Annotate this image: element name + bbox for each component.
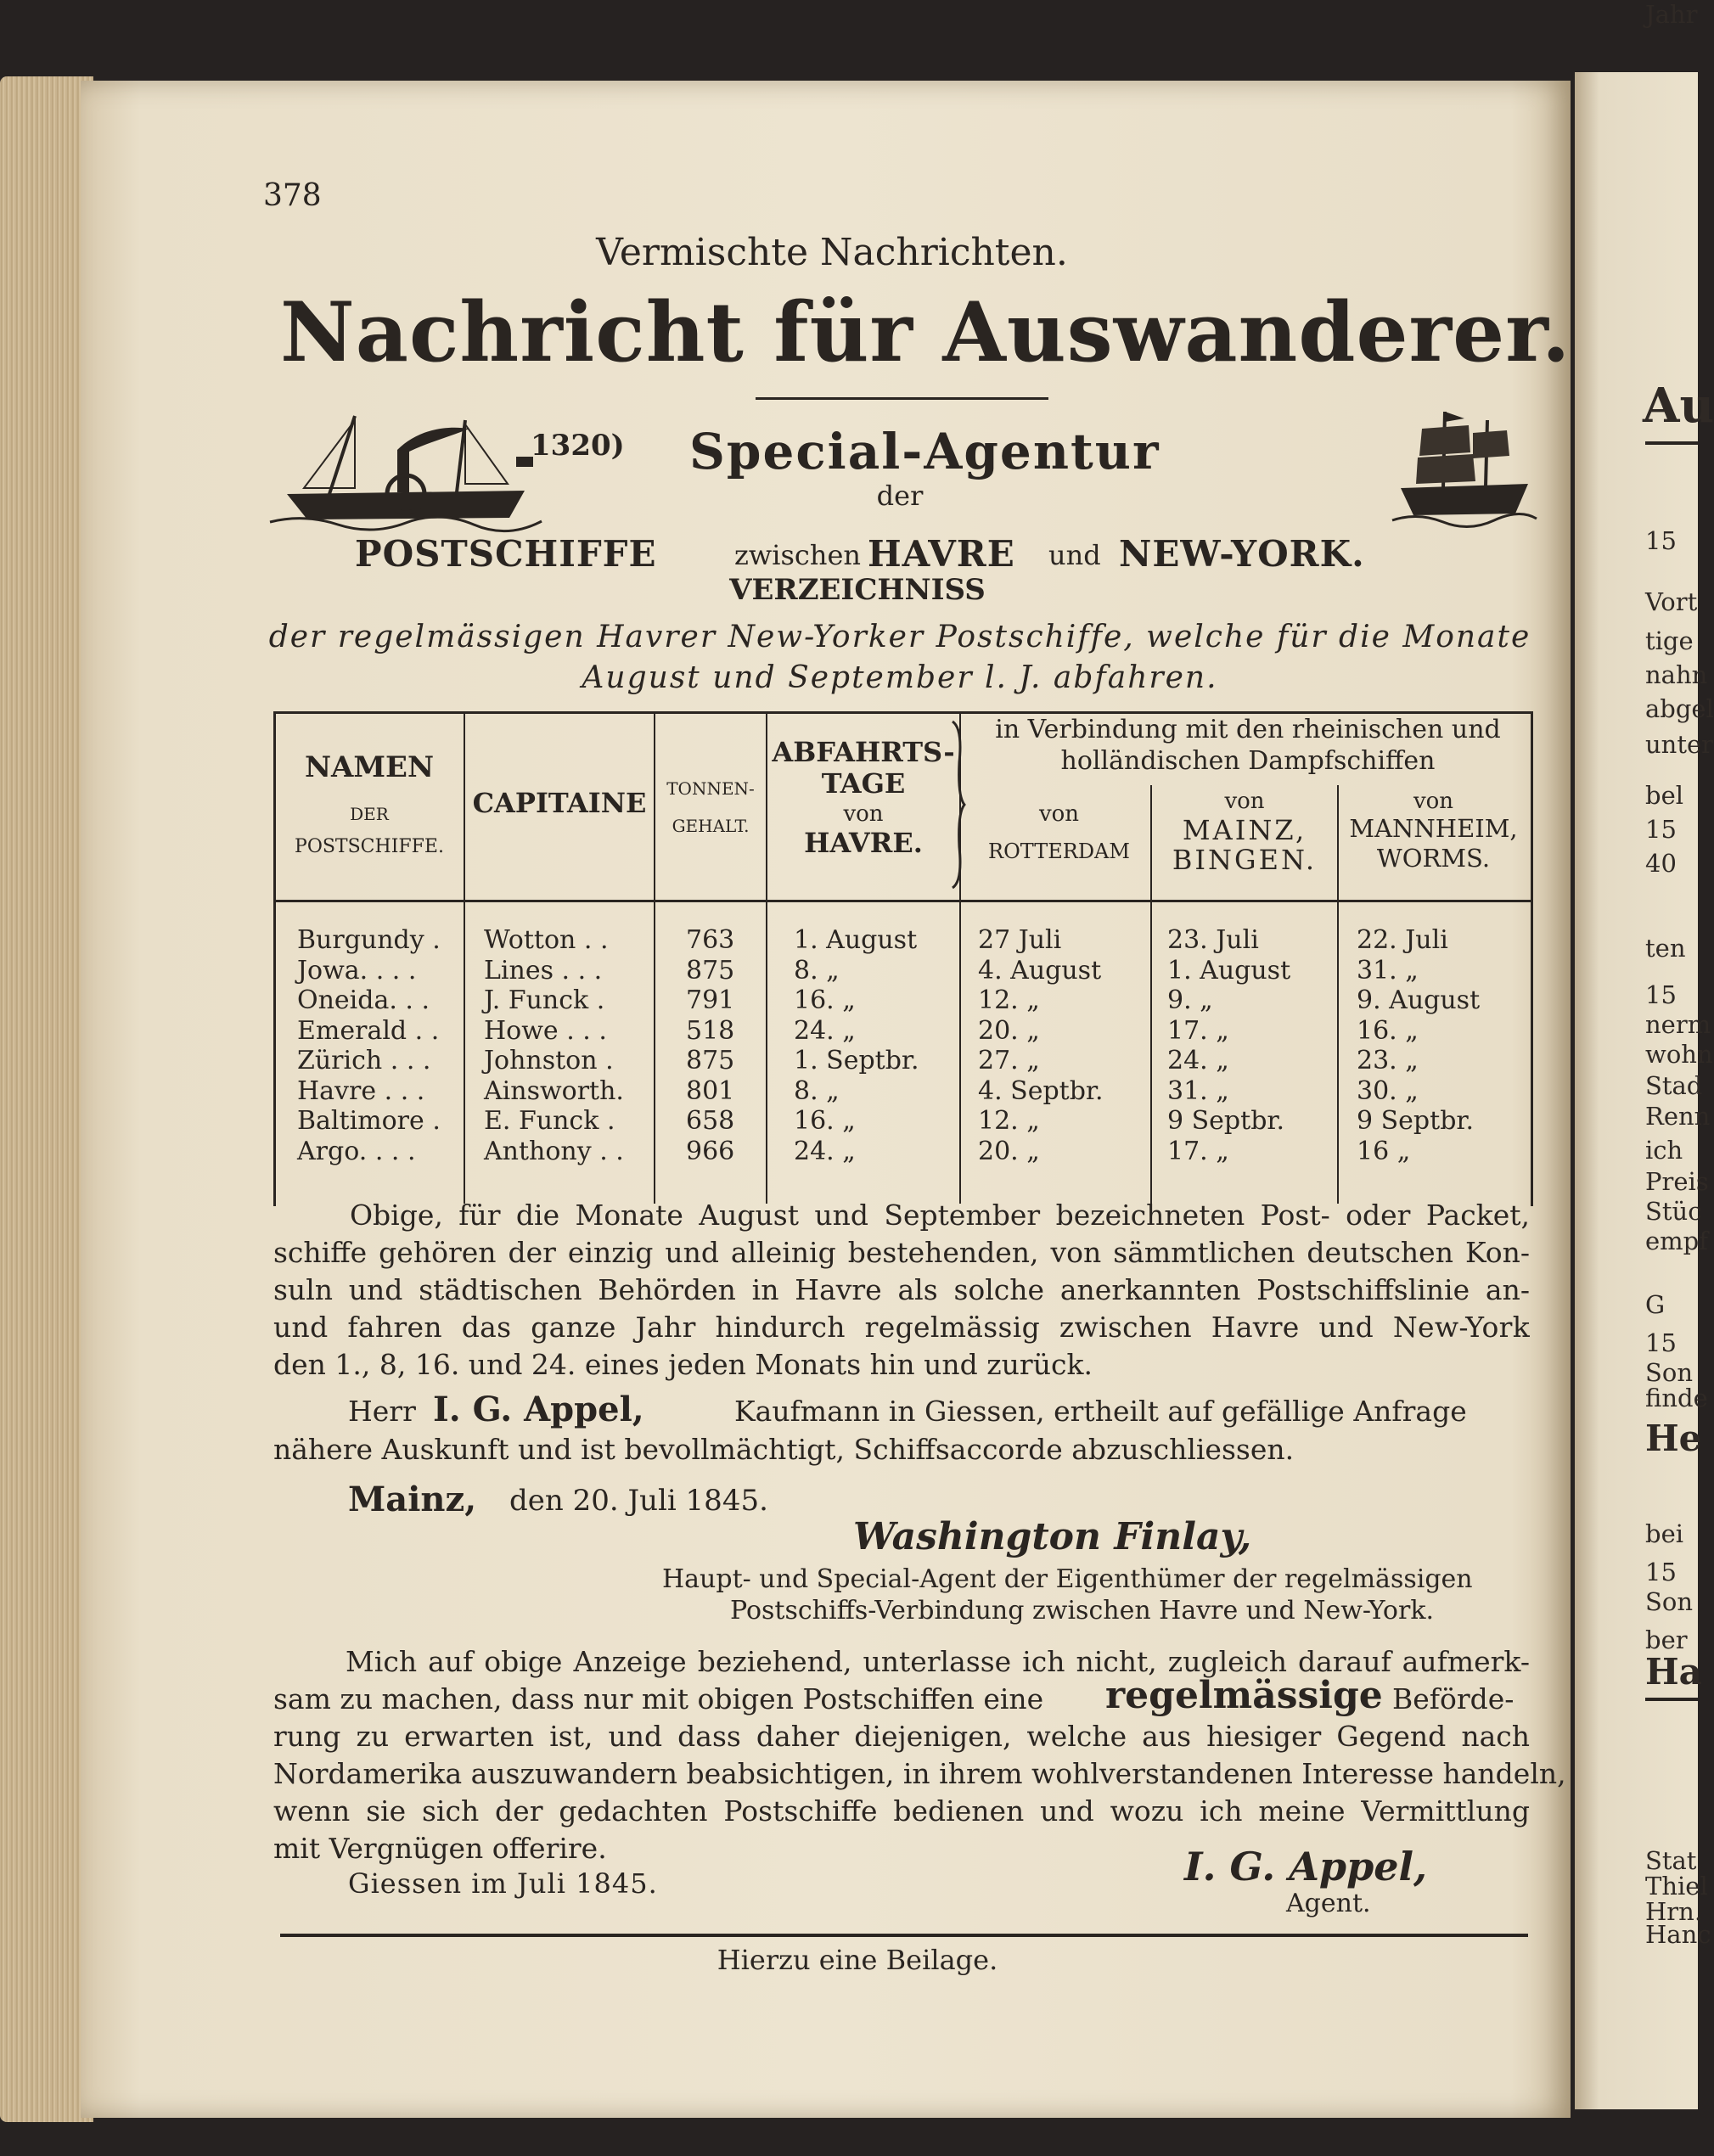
para1-line: Obige, für die Monate August und September bezeichneten Post- oder Packet, (350, 1199, 1530, 1232)
cell-mannheim: 9. August (1357, 985, 1481, 1015)
header-rotterdam-2: ROTTERDAM (988, 839, 1130, 863)
next-page-rule (1645, 441, 1698, 445)
col-divider (464, 711, 465, 1204)
cell-havre: 16. „ (794, 1106, 856, 1136)
cell-mainz: 1. August (1167, 955, 1291, 985)
para3-line-2a: sam zu machen, dass nur mit obigen Postschiffen eine (273, 1682, 1044, 1715)
steamship-icon (270, 399, 542, 535)
header-tonnen-1: TONNEN- (666, 778, 755, 799)
herr-word: Herr (348, 1395, 416, 1428)
para3-line: mit Vergnügen offerire. (273, 1832, 607, 1865)
cell-rotterdam: 27. „ (978, 1046, 1040, 1075)
para3-line: rung zu erwarten ist, und dass daher diejenigen, welche aus hiesiger Gegend nach (273, 1720, 1530, 1753)
header-der: DER (350, 804, 389, 824)
regelmaessige-emphasis: regelmässige (1105, 1674, 1383, 1717)
cell-mannheim: 16. „ (1357, 1015, 1419, 1046)
cell-ship: Argo. . . . (297, 1136, 416, 1166)
cell-havre: 8. „ (794, 1075, 840, 1106)
cell-tons: 875 (686, 1046, 735, 1075)
cell-tons: 518 (686, 1015, 735, 1046)
cell-rotterdam: 12. „ (978, 985, 1040, 1015)
new-york-word: NEW-YORK. (1119, 533, 1365, 575)
para2-line-1: Kaufmann in Giessen, ertheilt auf gefällige Anfrage (734, 1395, 1467, 1428)
verzeichniss-heading: VERZEICHNISS (729, 573, 986, 607)
next-page-fragment: nahn (1645, 660, 1708, 689)
cell-mainz: 17. „ (1167, 1015, 1229, 1046)
next-page-fragment: 40 (1645, 849, 1677, 878)
next-page-fragment: 15 (1645, 980, 1677, 1009)
para2-line-2: nähere Auskunft und ist bevollmächtigt, Schiffsaccorde abzuschliessen. (273, 1433, 1295, 1466)
und-word: und (1048, 539, 1101, 571)
signature-finlay: Washington Finlay, (853, 1515, 1252, 1558)
next-page-fragment: Son (1645, 1358, 1694, 1387)
header-mainz-2: MAINZ, (1182, 814, 1307, 846)
cell-havre: 1. Septbr. (794, 1046, 919, 1075)
cell-captain: Howe . . . (484, 1015, 607, 1046)
cell-rotterdam: 12. „ (978, 1106, 1040, 1136)
next-page-fragment: 15 (1645, 526, 1677, 555)
para3-line: Mich auf obige Anzeige beziehend, unterlasse ich nicht, zugleich darauf aufmerk- (346, 1645, 1530, 1678)
footer-rule (280, 1934, 1528, 1937)
para1-line: schiffe gehören der einzig und alleinig bestehenden, von sämmtlichen deutschen Kon- (273, 1236, 1530, 1269)
next-page-fragment: Son (1645, 1587, 1694, 1616)
cell-mannheim: 22. Juli (1357, 925, 1448, 955)
next-page-fragment: Stüc (1645, 1197, 1702, 1226)
cell-mannheim: 9 Septbr. (1357, 1106, 1474, 1136)
next-page-fragment: unter (1645, 730, 1714, 759)
cell-tons: 791 (686, 985, 735, 1015)
cell-havre: 24. „ (794, 1136, 856, 1166)
next-page-fragment: ber (1645, 1625, 1688, 1654)
next-page-rule (1645, 1698, 1698, 1701)
header-verbindung-2: holländischen Dampfschiffen (1060, 746, 1436, 776)
subtitle-line-2: August und September l. J. abfahren. (582, 660, 1218, 695)
cell-mainz: 17. „ (1167, 1136, 1229, 1166)
next-page-fragment: Hanc (1645, 1920, 1711, 1949)
header-verbindung-1: in Verbindung mit den rheinischen und (995, 715, 1501, 744)
para3-line: Nordamerika auszuwandern beabsichtigen, in ihrem wohlverstandenen Interesse handeln, (273, 1757, 1566, 1790)
cell-havre: 1. August (794, 925, 918, 955)
cell-tons: 763 (686, 925, 735, 955)
next-page-fragment: Renn (1645, 1102, 1711, 1131)
next-page-fragment: 15 (1645, 1328, 1677, 1357)
next-page-fragment: abgel (1645, 694, 1714, 723)
cell-tons: 801 (686, 1075, 735, 1106)
next-page-fragment: bei (1645, 1519, 1684, 1548)
agency-title: Special-Agentur (689, 423, 1160, 480)
page-number: 378 (263, 178, 322, 213)
next-page-fragment: Thiel (1645, 1872, 1708, 1901)
title-rule (756, 397, 1048, 400)
dateline-date: den 20. Juli 1845. (509, 1484, 768, 1518)
cell-ship: Oneida. . . (297, 985, 430, 1015)
agency-der: der (876, 480, 924, 512)
header-rotterdam-1: von (1038, 801, 1080, 827)
cell-captain: Ainsworth. (484, 1075, 624, 1106)
main-title: Nachricht für Auswanderer. (280, 284, 1571, 380)
cell-rotterdam: 27 Juli (978, 925, 1062, 955)
next-page-fragment: 15 (1645, 815, 1677, 844)
header-capitaine: CAPITAINE (472, 787, 647, 819)
cell-captain: Wotton . . (484, 925, 609, 955)
cell-ship: Havre . . . (297, 1075, 425, 1106)
para3-line: wenn sie sich der gedachten Postschiffe bedienen und wozu ich meine Vermittlung (273, 1794, 1530, 1828)
next-page-fragment: Preis (1645, 1167, 1709, 1196)
cell-captain: Lines . . . (484, 955, 603, 985)
notice-number: 1320) (531, 429, 625, 463)
cell-ship: Emerald . . (297, 1015, 440, 1046)
header-mainz-3: BINGEN. (1172, 844, 1318, 876)
cell-mainz: 9 Septbr. (1167, 1106, 1284, 1136)
cell-mainz: 24. „ (1167, 1046, 1229, 1075)
finlay-title-1: Haupt- und Special-Agent der Eigenthümer der regelmässigen (662, 1564, 1473, 1594)
section-heading: Vermischte Nachrichten. (596, 231, 1068, 274)
cell-mainz: 9. „ (1167, 985, 1213, 1015)
next-page-fragment: Hrn. (1645, 1897, 1703, 1926)
cell-ship: Zürich . . . (297, 1046, 431, 1075)
cell-rotterdam: 20. „ (978, 1015, 1040, 1046)
cell-captain: Anthony . . (484, 1136, 624, 1166)
header-postschiffe: POSTSCHIFFE. (295, 836, 444, 857)
header-mainz-1: von (1224, 789, 1265, 814)
appel-name: I. G. Appel, (433, 1390, 644, 1429)
next-page-fragment: bel (1645, 781, 1684, 810)
book-page-edges (0, 76, 93, 2122)
header-tonnen-2: GEHALT. (672, 816, 750, 836)
cell-ship: Burgundy . (297, 925, 441, 955)
cell-captain: Johnston . (484, 1046, 614, 1075)
next-page-fragment: 15 (1645, 1558, 1677, 1586)
next-page-fragment: finde (1645, 1384, 1708, 1412)
header-abfahrts-3: von (843, 801, 884, 827)
brace-icon (949, 720, 968, 890)
cell-mannheim: 30. „ (1357, 1075, 1419, 1106)
next-page-fragment: Ha (1645, 1651, 1702, 1693)
next-page-fragment: Vort (1645, 587, 1698, 616)
header-namen: NAMEN (304, 750, 435, 784)
cell-mainz: 23. Juli (1167, 925, 1259, 955)
appel-title: Agent. (1286, 1889, 1371, 1918)
signature-appel: I. G. Appel, (1184, 1844, 1427, 1889)
zwischen-word: zwischen (734, 539, 861, 571)
header-abfahrts-4: HAVRE. (804, 827, 923, 859)
cell-mannheim: 23. „ (1357, 1046, 1419, 1075)
next-page-fragment: nerm (1645, 1010, 1711, 1039)
cell-havre: 8. „ (794, 955, 840, 985)
cell-tons: 658 (686, 1106, 735, 1136)
cell-ship: Baltimore . (297, 1106, 441, 1136)
footer-note: Hierzu eine Beilage. (717, 1944, 998, 1976)
para3-line-2c: Beförde- (1392, 1682, 1515, 1715)
cell-mainz: 31. „ (1167, 1075, 1229, 1106)
para1-line: suln und städtischen Behörden in Havre als solche anerkannten Postschiffslinie an- (273, 1273, 1530, 1306)
next-page-fragment: Stat (1645, 1846, 1697, 1875)
cell-tons: 966 (686, 1136, 735, 1166)
cell-mannheim: 31. „ (1357, 955, 1419, 985)
finlay-title-2: Postschiffs-Verbindung zwischen Havre und New-York. (730, 1596, 1435, 1625)
header-abfahrts-1: ABFAHRTS- (772, 736, 955, 768)
cell-rotterdam: 20. „ (978, 1136, 1040, 1166)
header-abfahrts-2: TAGE (821, 767, 906, 800)
next-page-fragment: wohn (1645, 1040, 1713, 1069)
para1-line: den 1., 8, 16. und 24. eines jeden Monats hin und zurück. (273, 1348, 1093, 1381)
next-page-fragment: Stad (1645, 1071, 1703, 1100)
cell-rotterdam: 4. August (978, 955, 1102, 985)
next-page-fragment: ich (1645, 1136, 1683, 1165)
next-page-fragment: tige (1645, 626, 1694, 655)
havre-word: HAVRE (868, 533, 1015, 575)
cell-havre: 16. „ (794, 985, 856, 1015)
cell-ship: Jowa. . . . (297, 955, 417, 985)
table-header-rule (273, 900, 1531, 902)
cell-tons: 875 (686, 955, 735, 985)
next-page-fragment: ten (1645, 934, 1686, 963)
cell-havre: 24. „ (794, 1015, 856, 1046)
header-mannheim-3: WORMS. (1376, 844, 1491, 873)
cell-mannheim: 16 „ (1357, 1136, 1411, 1166)
header-mannheim-2: MANNHEIM, (1349, 814, 1518, 843)
para1-line: und fahren das ganze Jahr hindurch regelmässig zwischen Havre und New-York (273, 1311, 1530, 1344)
cell-rotterdam: 4. Septbr. (978, 1075, 1104, 1106)
subtitle-line-1: der regelmässigen Havrer New-Yorker Postschiffe, welche für die Monate (268, 620, 1531, 654)
postschiffe-word: POSTSCHIFFE (355, 533, 657, 575)
next-page-fragment: empf (1645, 1227, 1708, 1255)
cell-captain: J. Funck . (484, 985, 605, 1015)
giessen-dateline: Giessen im Juli 1845. (348, 1867, 658, 1900)
cell-captain: E. Funck . (484, 1106, 615, 1136)
sailing-ship-icon (1392, 403, 1537, 531)
next-page-fragment: Jahr (1645, 0, 1698, 29)
header-mannheim-1: von (1413, 789, 1454, 814)
next-page-fragment: He (1645, 1418, 1702, 1459)
dateline-place: Mainz, (348, 1479, 477, 1519)
next-page-fragment: G (1645, 1290, 1666, 1319)
next-page-fragment: Au (1643, 378, 1714, 434)
